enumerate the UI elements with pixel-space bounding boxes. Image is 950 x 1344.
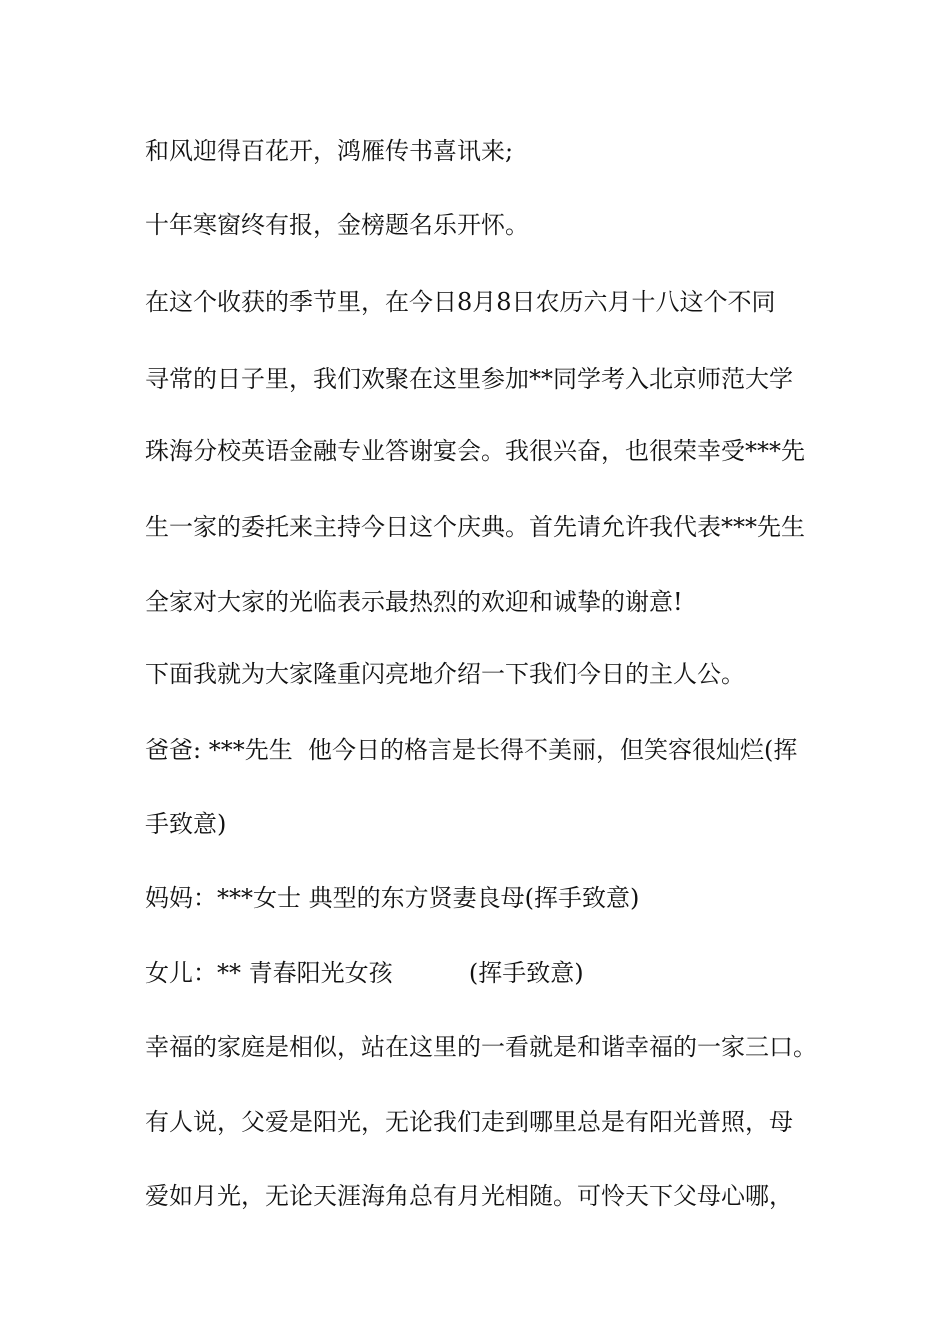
text-line: 十年寒窗终有报，金榜题名乐开怀。 bbox=[145, 211, 529, 239]
text-line: 爸爸: ***先生 他今日的格言是长得不美丽，但笑容很灿烂(挥 bbox=[145, 736, 798, 764]
text-line: 珠海分校英语金融专业答谢宴会。我很兴奋，也很荣幸受***先 bbox=[145, 437, 805, 465]
text-line: 爱如月光，无论天涯海角总有月光相随。可怜天下父母心哪， bbox=[145, 1182, 793, 1210]
text-line: 幸福的家庭是相似，站在这里的一看就是和谐幸福的一家三口。 bbox=[145, 1033, 817, 1061]
text-line: 和风迎得百花开，鸿雁传书喜讯来; bbox=[145, 137, 514, 165]
text-line: 全家对大家的光临表示最热烈的欢迎和诚挚的谢意! bbox=[145, 588, 683, 616]
text-line: 女儿：** 青春阳光女孩 (挥手致意) bbox=[145, 959, 584, 987]
text-line: 生一家的委托来主持今日这个庆典。首先请允许我代表***先生 bbox=[145, 513, 805, 541]
text-line: 下面我就为大家隆重闪亮地介绍一下我们今日的主人公。 bbox=[145, 660, 745, 688]
text-line: 手致意) bbox=[145, 810, 227, 838]
text-line: 在这个收获的季节里，在今日8月8日农历六月十八这个不同 bbox=[145, 288, 776, 316]
text-line: 有人说，父爱是阳光，无论我们走到哪里总是有阳光普照，母 bbox=[145, 1108, 793, 1136]
text-line: 寻常的日子里，我们欢聚在这里参加**同学考入北京师范大学 bbox=[145, 365, 793, 393]
text-line: 妈妈：***女士 典型的东方贤妻良母(挥手致意) bbox=[145, 884, 640, 912]
